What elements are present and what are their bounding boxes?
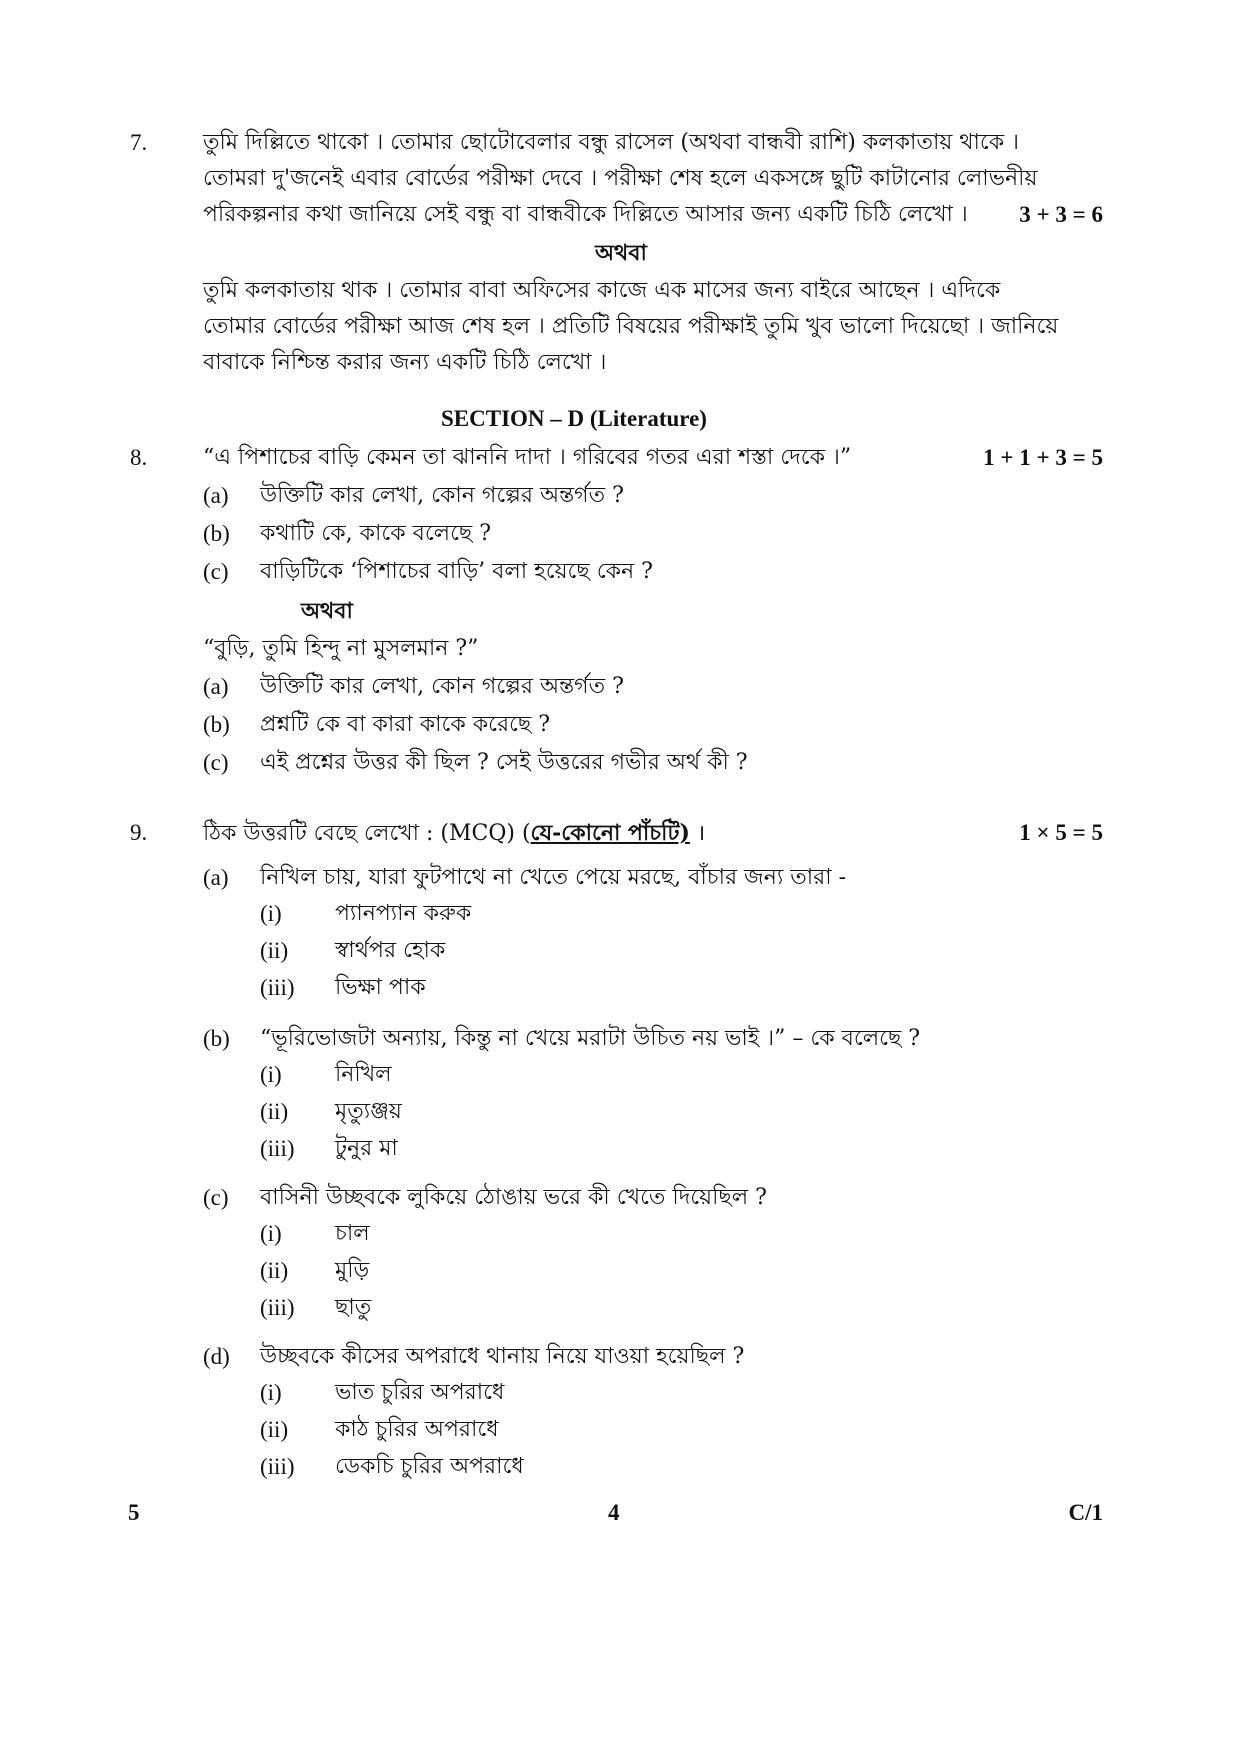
part-label: (c) (203, 559, 229, 584)
footer-code: C/1 (1068, 1500, 1103, 1525)
part-label: (a) (203, 483, 229, 508)
q7-line-2: তোমরা দু'জনেই এবার বোর্ডের পরীক্ষা দেবে । পরীক্ষা শেষ হলে একসঙ্গে ছুটি কাটানোর লোভনীয় (203, 166, 1038, 191)
part-label: (b) (203, 521, 230, 546)
option-label: (iii) (260, 1295, 295, 1320)
option-text: নিখিল (335, 1062, 392, 1087)
option-label: (i) (260, 901, 282, 926)
option-label: (iii) (260, 1454, 295, 1479)
mcq-label: (c) (203, 1185, 229, 1210)
q7-alt-line-1: তুমি কলকাতায় থাক । তোমার বাবা অফিসের কাজে এক মাসের জন্য বাইরে আছেন । এদিকে (203, 278, 1001, 303)
option-text: মুড়ি (335, 1258, 370, 1283)
mcq-question: নিখিল চায়, যারা ফুটপাথে না খেতে পেয়ে মরছে, বাঁচার জন্য তারা - (260, 865, 847, 890)
q7-line-3: পরিকল্পনার কথা জানিয়ে সেই বন্ধু বা বান্ধবীকে দিল্লিতে আসার জন্য একটি চিঠি লেখো । (203, 202, 968, 227)
part-label: (a) (203, 674, 229, 699)
mcq-label: (d) (203, 1344, 230, 1369)
question-number: 7. (130, 130, 148, 155)
q9-marks: 1 × 5 = 5 (1019, 820, 1103, 845)
part-text: কথাটি কে, কাকে বলেছে ? (260, 521, 492, 546)
option-text: মৃত্যুঞ্জয় (335, 1099, 402, 1124)
mcq-question: উচ্ছবকে কীসের অপরাধে থানায় নিয়ে যাওয়া হয়েছিল ? (260, 1344, 745, 1369)
q7-or-label: অথবা (595, 240, 647, 266)
option-text: প্যানপ্যান করুক (335, 901, 472, 926)
footer-set-number: 5 (128, 1500, 140, 1525)
mcq-question: বাসিনী উচ্ছবকে লুকিয়ে ঠোঙায় ভরে কী খেতে দিয়েছিল ? (260, 1185, 767, 1210)
option-label: (i) (260, 1380, 282, 1405)
option-label: (i) (260, 1062, 282, 1087)
part-text: প্রশ্নটি কে বা কারা কাকে করেছে ? (260, 712, 551, 737)
part-text: এই প্রশ্নের উত্তর কী ছিল ? সেই উত্তরের গভীর অর্থ কী ? (260, 750, 748, 775)
option-text: কাঠ চুরির অপরাধে (335, 1417, 499, 1442)
part-text: উক্তিটি কার লেখা, কোন গল্পের অন্তর্গত ? (260, 674, 624, 699)
option-text: ভাত চুরির অপরাধে (335, 1380, 505, 1405)
option-text: ভিক্ষা পাক (335, 975, 426, 1000)
mcq-label: (a) (203, 865, 229, 890)
option-label: (ii) (260, 1417, 289, 1442)
q8-quote: “এ পিশাচের বাড়ি কেমন তা ঝাননি দাদা । গরিবের গতর এরা শস্তা দেকে ।” (203, 445, 852, 470)
footer-page-number: 4 (608, 1500, 620, 1525)
part-text: উক্তিটি কার লেখা, কোন গল্পের অন্তর্গত ? (260, 483, 624, 508)
option-label: (i) (260, 1221, 282, 1246)
q9-instruction-choice: যে-কোনো পাঁচটি) (530, 820, 690, 846)
option-text: ডেকচি চুরির অপরাধে (335, 1454, 524, 1479)
q7-alt-line-3: বাবাকে নিশ্চিন্ত করার জন্য একটি চিঠি লেখো । (203, 350, 607, 375)
option-label: (iii) (260, 975, 295, 1000)
q9-instruction (203, 818, 705, 849)
q8-alt-quote: “বুড়ি, তুমি হিন্দু না মুসলমান ?” (203, 636, 479, 661)
mcq-label: (b) (203, 1026, 230, 1051)
option-text: স্বার্থপর হোক (335, 938, 446, 963)
q7-marks: 3 + 3 = 6 (1019, 202, 1103, 227)
q7-line-1: তুমি দিল্লিতে থাকো । তোমার ছোটোবেলার বন্ধু রাসেল (অথবা বান্ধবী রাশি) কলকাতায় থাকে । (203, 130, 1019, 155)
q7-alt-line-2: তোমার বোর্ডের পরীক্ষা আজ শেষ হল । প্রতিটি বিষয়ের পরীক্ষাই তুমি খুব ভালো দিয়েছো । জানিয়ে (203, 314, 1059, 339)
section-heading: SECTION – D (Literature) (441, 406, 707, 431)
question-number: 9. (130, 820, 148, 845)
option-label: (ii) (260, 1099, 289, 1124)
mcq-question: “ভূরিভোজটা অন্যায়, কিন্তু না খেয়ে মরাটা উচিত নয় ভাই ।” – কে বলেছে ? (260, 1026, 921, 1051)
q9-instruction-post: । (689, 821, 706, 846)
q8-marks: 1 + 1 + 3 = 5 (983, 445, 1103, 470)
part-label: (b) (203, 712, 230, 737)
option-label: (iii) (260, 1136, 295, 1161)
part-label: (c) (203, 750, 229, 775)
q8-or-label: অথবা (301, 598, 353, 624)
option-label: (ii) (260, 938, 289, 963)
question-number: 8. (130, 445, 148, 470)
option-label: (ii) (260, 1258, 289, 1283)
option-text: টুনুর মা (335, 1136, 398, 1161)
q9-instruction-pre: ঠিক উত্তরটি বেছে লেখো : (MCQ) ( (203, 821, 531, 846)
part-text: বাড়িটিকে ‘পিশাচের বাড়ি’ বলা হয়েছে কেন ? (260, 559, 653, 584)
option-text: চাল (335, 1221, 370, 1246)
option-text: ছাতু (335, 1295, 372, 1320)
